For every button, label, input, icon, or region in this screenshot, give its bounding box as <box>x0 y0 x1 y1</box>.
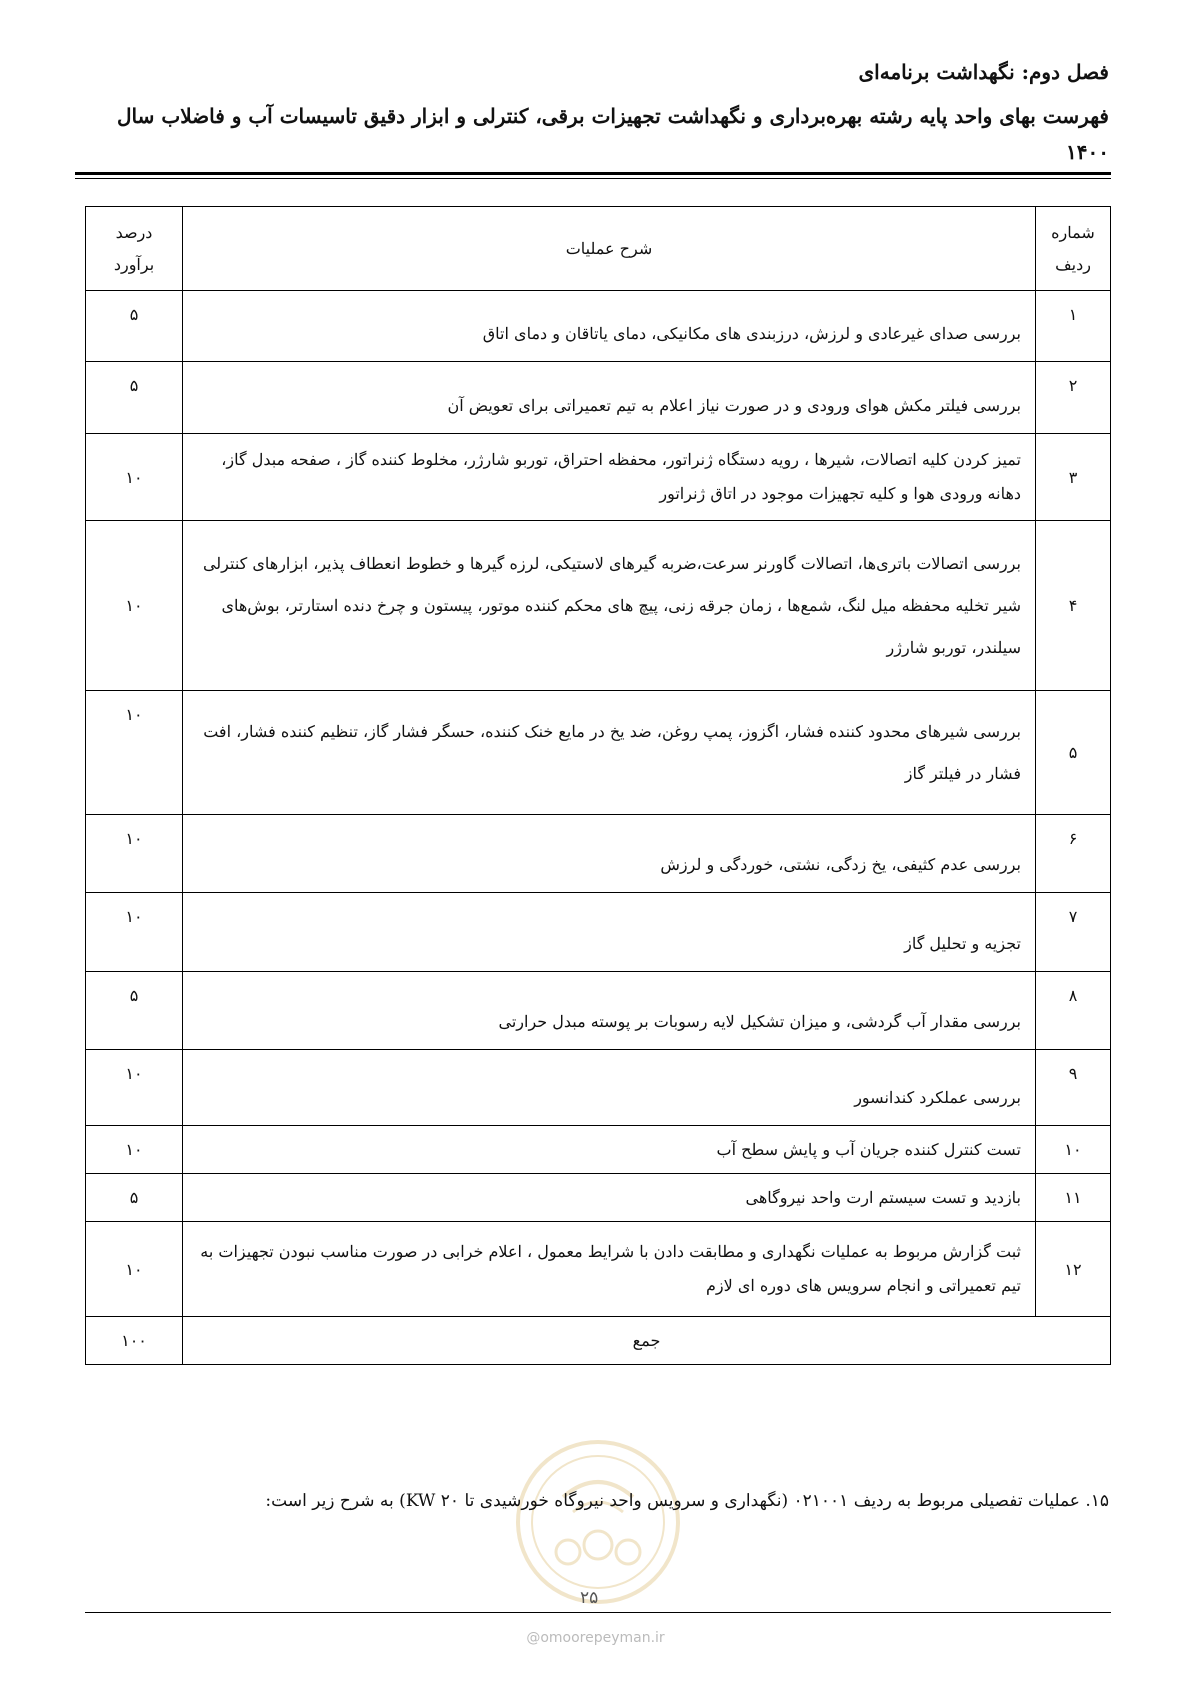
header-percent <box>86 207 183 291</box>
row-number: ۸ <box>1036 972 1111 1050</box>
table-row <box>86 972 1111 1050</box>
header-percent-line2: برآورد <box>113 254 155 274</box>
row-percent: ۵ <box>86 362 183 434</box>
total-value: ۱۰۰ <box>86 1317 183 1365</box>
row-number: ۴ <box>1036 521 1111 691</box>
table-row <box>86 1126 1111 1174</box>
table-row <box>86 1050 1111 1126</box>
header-percent-line1: درصد <box>115 222 153 242</box>
total-label: جمع <box>183 1317 1111 1365</box>
row-description: بررسی عدم کثیفی، یخ زدگی، نشتی، خوردگی و لرزش <box>183 815 1036 893</box>
row-number: ۵ <box>1036 691 1111 815</box>
header-rule-thin <box>75 178 1111 179</box>
row-percent: ۵ <box>86 291 183 362</box>
row-percent: ۱۰ <box>86 1126 183 1174</box>
row-percent: ۱۰ <box>86 521 183 691</box>
row-percent: ۱۰ <box>86 1050 183 1126</box>
table-row <box>86 815 1111 893</box>
row-percent: ۱۰ <box>86 1222 183 1317</box>
table-row <box>86 1222 1111 1317</box>
row-percent: ۱۰ <box>86 815 183 893</box>
footer-website: @omoorepeyman.ir <box>526 1630 665 1646</box>
table-total-row <box>86 1317 1111 1365</box>
row-percent: ۱۰ <box>86 893 183 972</box>
page-number: ۲۵ <box>580 1588 599 1608</box>
row-number: ۱۲ <box>1036 1222 1111 1317</box>
table-row <box>86 1174 1111 1222</box>
row-percent: ۵ <box>86 972 183 1050</box>
footer-rule <box>85 1612 1111 1613</box>
header-rule-thick <box>75 172 1111 175</box>
row-number: ۱۰ <box>1036 1126 1111 1174</box>
row-description: بررسی فیلتر مکش هوای ورودی و در صورت نیاز اعلام به تیم تعمیراتی برای تعویض آن <box>183 362 1036 434</box>
header-row-number <box>1036 207 1111 291</box>
row-description: بررسی مقدار آب گردشی، و میزان تشکیل لایه رسوبات بر پوسته مبدل حرارتی <box>183 972 1036 1050</box>
row-description: بررسی عملکرد کندانسور <box>183 1050 1036 1126</box>
row-description: بررسی شیرهای محدود کننده فشار، اگزوز، پمپ روغن، ضد یخ در مایع خنک کننده، حسگر فشار گاز، تنظیم کننده فشار، افت فشار در فیلتر گاز <box>183 691 1036 815</box>
table-row <box>86 521 1111 691</box>
row-percent: ۱۰ <box>86 434 183 521</box>
header-row-number-line1: شماره <box>1051 222 1095 242</box>
table-row <box>86 434 1111 521</box>
chapter-title: فصل دوم: نگهداشت برنامه‌ای <box>858 60 1109 84</box>
row-description: بررسی اتصالات باتری‌ها، اتصالات گاورنر سرعت،ضربه گیرهای لاستیکی، لرزه گیرها و خطوط انعطاف پذیر، ابزارهای کنترلی شیر تخلیه محفظه میل لنگ، شمع‌ها ، زمان جرقه زنی، پیچ های محکم کننده موتور، پیستون و چرخ دنده استارتر، بوش‌های سیلندر، توربو شارژر <box>183 521 1036 691</box>
row-description: بازدید و تست سیستم ارت واحد نیروگاهی <box>183 1174 1036 1222</box>
row-number: ۱ <box>1036 291 1111 362</box>
row-number: ۷ <box>1036 893 1111 972</box>
document-subtitle: فهرست بهای واحد پایه رشته بهره‌برداری و نگهداشت تجهیزات برقی، کنترلی و ابزار دقیق تاسیسات آب و فاضلاب سال ۱۴۰۰ <box>117 104 1109 164</box>
row-description: تجزیه و تحلیل گاز <box>183 893 1036 972</box>
row-number: ۱۱ <box>1036 1174 1111 1222</box>
row-percent: ۱۰ <box>86 691 183 815</box>
row-number: ۹ <box>1036 1050 1111 1126</box>
page-header <box>85 58 1109 170</box>
row-number: ۲ <box>1036 362 1111 434</box>
header-description: شرح عملیات <box>183 207 1036 291</box>
table-row <box>86 893 1111 972</box>
table-row <box>86 691 1111 815</box>
publisher-seal-watermark <box>513 1437 683 1607</box>
row-percent: ۵ <box>86 1174 183 1222</box>
section-note: ۱۵. عملیات تفصیلی مربوط به ردیف ۰۲۱۰۰۱ (نگهداری و سرویس واحد نیروگاه خورشیدی تا ۲۰ KW) به شرح زیر است: <box>265 1491 1109 1511</box>
header-row-number-line2: ردیف <box>1055 254 1091 274</box>
table-header-row <box>86 207 1111 291</box>
row-number: ۳ <box>1036 434 1111 521</box>
row-description: تمیز کردن کلیه اتصالات، شیرها ، رویه دستگاه ژنراتور، محفظه احتراق، توربو شارژر، مخلوط کننده گاز ، صفحه مبدل گاز، دهانه ورودی هوا و کلیه تجهیزات موجود در اتاق ژنراتور <box>183 434 1036 521</box>
row-description: ثبت گزارش مربوط به عملیات نگهداری و مطابقت دادن با شرایط معمول ، اعلام خرابی در صورت مناسب نبودن تجهیزات به تیم تعمیراتی و انجام سرویس های دوره ای لازم <box>183 1222 1036 1317</box>
table-row <box>86 362 1111 434</box>
table-row <box>86 291 1111 362</box>
row-description: تست کنترل کننده جریان آب و پایش سطح آب <box>183 1126 1036 1174</box>
operations-table <box>85 206 1111 1365</box>
row-description: بررسی صدای غیرعادی و لرزش، درزبندی های مکانیکی، دمای یاتاقان و دمای اتاق <box>183 291 1036 362</box>
row-number: ۶ <box>1036 815 1111 893</box>
